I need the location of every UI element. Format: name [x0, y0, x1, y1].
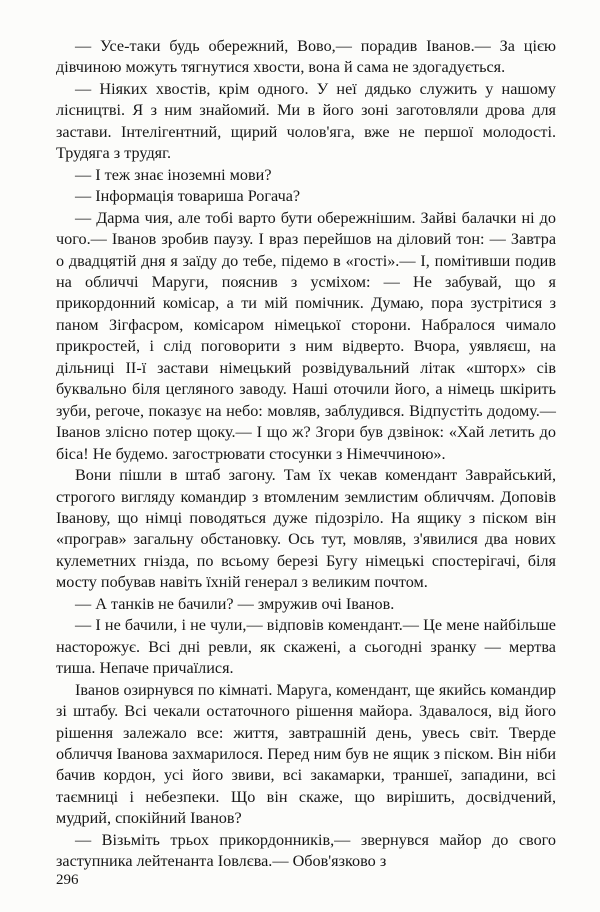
page-number: 296: [56, 872, 79, 888]
paragraph-8: — І не бачили, і не чули,— відповів комендант.— Це мене найбільше насторожує. Всі дні ревли, як скажені, а сьогодні зранку — мертва тиша. Непаче причаїлися.: [56, 616, 556, 678]
paragraph-2: — Ніяких хвостів, крім одного. У неї дядько служить у нашому лісництві. Я з ним знайомий. Ми в його зоні заготовляли дрова для застави. Інтелігентний, щирий чолов'яга, вже не першої молодості. Трудяга з трудяг.: [56, 79, 556, 163]
paragraph-3: — І теж знає іноземні мови?: [75, 165, 272, 184]
paragraph-1: — Усе-таки будь обережний, Вово,— порадив Іванов.— За цією дівчиною можуть тягнутися хвости, вона й сама не здогадується.: [56, 37, 556, 77]
paragraph-9: Іванов озирнувся по кімнаті. Маруга, комендант, ще якийсь командир зі штабу. Всі чекали остаточного рішення майора. Здавалося, від його рішення залежало все: життя, завтрашній день, увесь світ. Тверде обличчя Іванова захмарилося. Перед ним був не ящик з піском. Він ніби бачив кордон, усі його звиви, всі закамарки, траншеї, западини, всі таємниці і небезпеки. Що він скаже, що вирішить, досвідчений, мудрий, спокійний Іванов?: [56, 680, 556, 828]
paragraph-6: Вони пішли в штаб загону. Там їх чекав комендант Заврайський, строгого вигляду командир з втомленим землистим обличчям. Доповів Іванову, що німці поводяться дуже підозріло. На ящику з піском він «програв» загальну обстановку. Ось тут, мовляв, з'явилися два нових кулеметних гнізда, по всьому березі Бугу німецькі спостерігачі, біля мосту побував навіть їхній генерал з великим почтом.: [56, 466, 556, 592]
paragraph-5: — Дарма чия, але тобі варто бути обережнішим. Зайві балачки ні до чого.— Іванов зробив паузу. І враз перейшов на діловий тон: — Завтра о двадцятій дня я заїду до тебе, підемо в «гості».— І, помітивши подив на обличчі Маруги, пояснив з усміхом: — Не забувай, що я прикордонний комісар, а ти мій помічник. Думаю, пора зустрітися з паном Зігфасром, комісаром німецької сторони. Набралося чимало прикростей, і слід поговорити з ним відверто. Вчора, уявляєш, на дільниці ІІ-ї застави німецький розвідувальний літак «шторх» сів буквально біля цегляного заводу. Наші оточили його, а німець шкірить зуби, регоче, показує на небо: мовляв, заблудився. Відпустіть додому.— Іванов злісно потер щоку.— І що ж? Згори був дзвінок: «Хай летить до біса! Не будемо. загострювати стосунки з Німеччиною».: [56, 208, 556, 463]
body-text: [56, 36, 556, 873]
paragraph-4: — Інформація товариша Рогача?: [75, 187, 301, 206]
paragraph-7: — А танків не бачили? — змружив очі Іванов.: [75, 594, 395, 613]
paragraph-10: — Візьміть трьох прикордонників,— звернувся майор до свого заступника лейтенанта Іовлєва.— Обов'язково з: [56, 830, 556, 871]
